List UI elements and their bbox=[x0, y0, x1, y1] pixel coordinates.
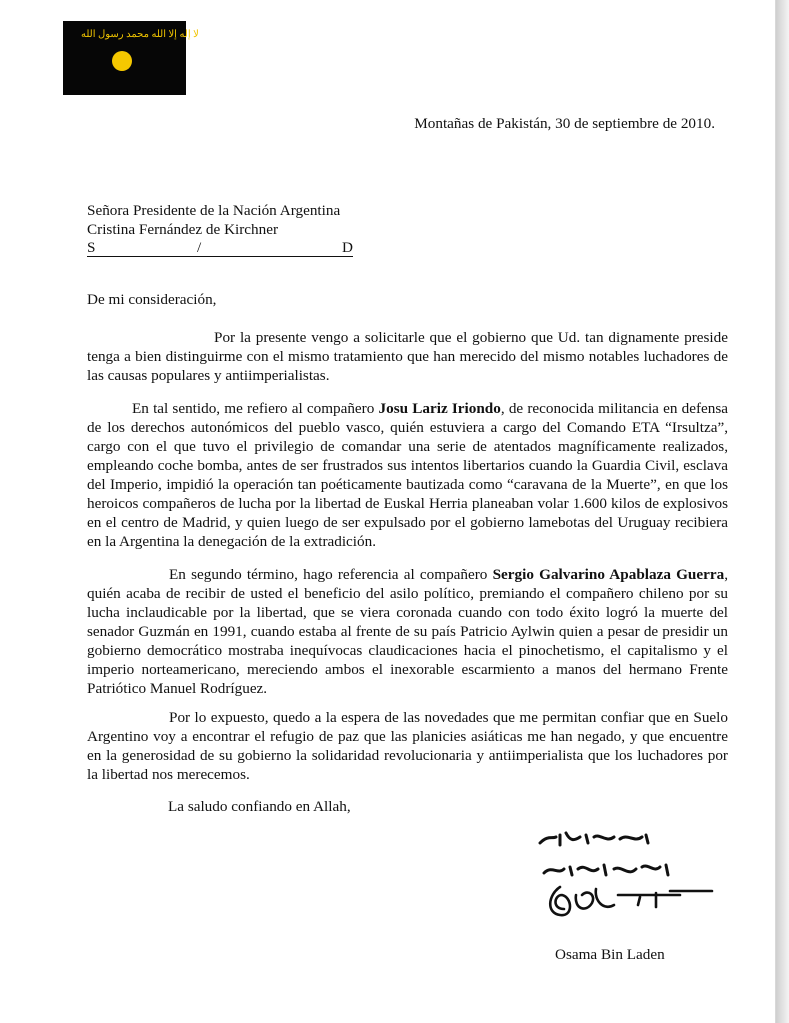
paragraph-3-text: , quién acaba de recibir de usted el beneficio del asilo político, premiando el compañero chileno por su lucha inclaudicable por la libertad, que se viera coronada cuando con todo éxito logró la muerte del senador Guzmán en 1991, cuando estaba al frente de su país Patricio Aylwin quien a pesar de presidir un gobierno democrático mostraba inequívocas claudicaciones hacia el pinochetismo, el capitalismo y el imperio norteamericano, mereciendo ambos el inexorable escarmiento a manos del hermano Frente Patriótico Manuel Rodríguez. bbox=[87, 566, 728, 697]
paragraph-3-name: Sergio Galvarino Apablaza Guerra bbox=[492, 566, 725, 583]
closing-line: La saludo confiando en Allah, bbox=[168, 798, 351, 815]
sd-d: D bbox=[342, 239, 353, 256]
signatory-name: Osama Bin Laden bbox=[555, 946, 665, 963]
paragraph-1-text: Por la presente vengo a solicitarle que el gobierno que Ud. tan dignamente preside tenga a bien distinguirme con el mismo tratamiento que han merecido del mismo notables luchadores de las causas populares y antiimperialistas. bbox=[87, 329, 728, 384]
black-flag-logo bbox=[63, 21, 199, 95]
sd-slash: / bbox=[197, 239, 202, 256]
paragraph-4-text: Por lo expuesto, quedo a la espera de las novedades que me permitan confiar que en Suelo Argentino voy a encontrar el refugio de paz que las planicies asiáticas me han negado, y que encuentre en la generosidad de su gobierno la solidaridad revolucionaria y antiimperialista que los luchadores por la libertad nos merecemos. bbox=[87, 709, 728, 783]
recipient-title: Señora Presidente de la Nación Argentina bbox=[87, 202, 341, 219]
paragraph-2 bbox=[87, 399, 728, 551]
paragraph-2-name: Josu Lariz Iriondo bbox=[378, 400, 501, 417]
handwritten-signature bbox=[530, 825, 715, 930]
paragraph-1 bbox=[87, 328, 728, 385]
paragraph-3 bbox=[87, 565, 728, 698]
salutation: De mi consideración, bbox=[87, 291, 217, 308]
flag-sun-icon bbox=[112, 51, 132, 71]
paragraph-4 bbox=[87, 708, 728, 784]
page-edge-shadow bbox=[776, 0, 789, 1023]
recipient-name: Cristina Fernández de Kirchner bbox=[87, 221, 279, 238]
paragraph-2-intro: En tal sentido, me refiero al compañero bbox=[132, 400, 379, 417]
paragraph-3-intro: En segundo término, hago referencia al compañero bbox=[169, 566, 493, 583]
paragraph-2-text: , de reconocida militancia en defensa de los derechos autonómicos del pueblo vasco, quién estuviera a cargo del Comando ETA “Irsultza”, cargo con el que tuvo el privilegio de comandar una serie de atentados magníficamente realizados, empleando coche bomba, antes de ser frustrados sus intentos libertarios cuando la Guardia Civil, esclava del Imperio, impidió la operación tan poéticamente bautizada como “caravana de la Muerte”, en que los heroicos compañeros de lucha por la libertad de Euskal Herria planeaban volar 1.600 kilos de explosivos en el centro de Madrid, y quien luego de ser expulsado por el gobierno lamebotas del Uruguay recibiera en la Argentina la denegación de la extradición. bbox=[87, 400, 728, 550]
recipient-sd-line bbox=[87, 238, 353, 257]
date-line: Montañas de Pakistán, 30 de septiembre de 2010. bbox=[414, 115, 715, 132]
sd-s: S bbox=[87, 239, 96, 256]
flag-script: لا إله إلا الله محمد رسول الله bbox=[81, 29, 199, 40]
